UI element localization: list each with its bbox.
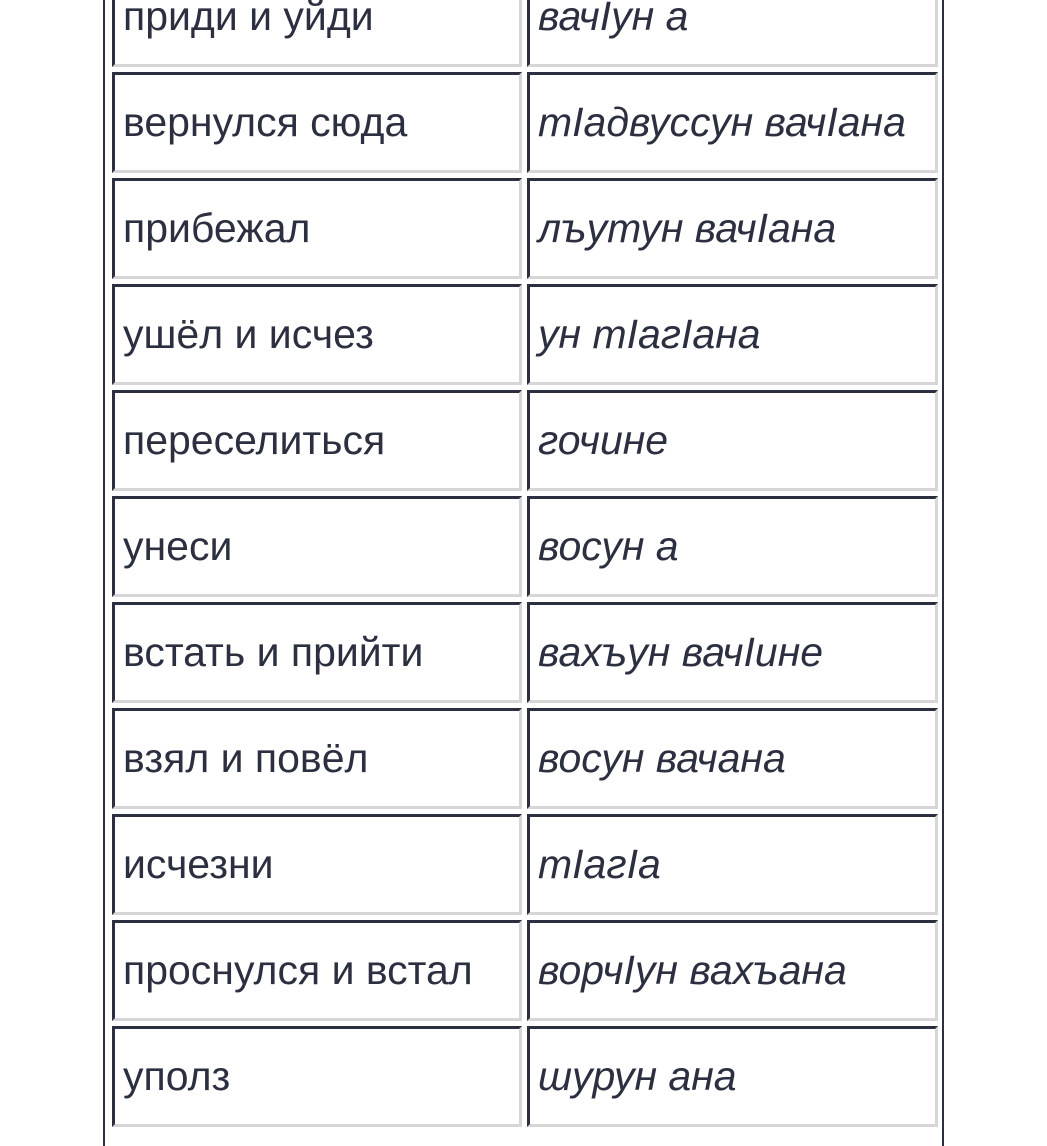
russian-cell: проснулся и встал xyxy=(112,920,522,1021)
russian-cell: исчезни xyxy=(112,814,522,915)
table-row xyxy=(105,1026,942,1127)
table-row xyxy=(105,814,942,915)
translation-table xyxy=(103,0,944,1146)
avar-cell: вахъун вачIине xyxy=(527,602,938,703)
table-row xyxy=(105,178,942,279)
table-row xyxy=(105,284,942,385)
table-row xyxy=(105,920,942,1021)
russian-cell: прибежал xyxy=(112,178,522,279)
russian-cell: встать и прийти xyxy=(112,602,522,703)
avar-cell: восун вачана xyxy=(527,708,938,809)
avar-cell: ворчIун вахъана xyxy=(527,920,938,1021)
avar-cell: восун а xyxy=(527,496,938,597)
table-row xyxy=(105,708,942,809)
table-row xyxy=(105,0,942,67)
russian-cell: унеси xyxy=(112,496,522,597)
avar-cell: шурун ана xyxy=(527,1026,938,1127)
avar-cell: вачIун а xyxy=(527,0,938,67)
avar-cell: ун тIагIана xyxy=(527,284,938,385)
russian-cell: ушёл и исчез xyxy=(112,284,522,385)
avar-cell: тIадвуссун вачIана xyxy=(527,72,938,173)
russian-cell: взял и повёл xyxy=(112,708,522,809)
avar-cell: тIагIа xyxy=(527,814,938,915)
russian-cell: уполз xyxy=(112,1026,522,1127)
table-row xyxy=(105,602,942,703)
avar-cell: гочине xyxy=(527,390,938,491)
russian-cell: вернулся сюда xyxy=(112,72,522,173)
russian-cell: приди и уйди xyxy=(112,0,522,67)
russian-cell: переселиться xyxy=(112,390,522,491)
table-row xyxy=(105,72,942,173)
table-row xyxy=(105,496,942,597)
avar-cell: лъутун вачIана xyxy=(527,178,938,279)
table-row xyxy=(105,390,942,491)
